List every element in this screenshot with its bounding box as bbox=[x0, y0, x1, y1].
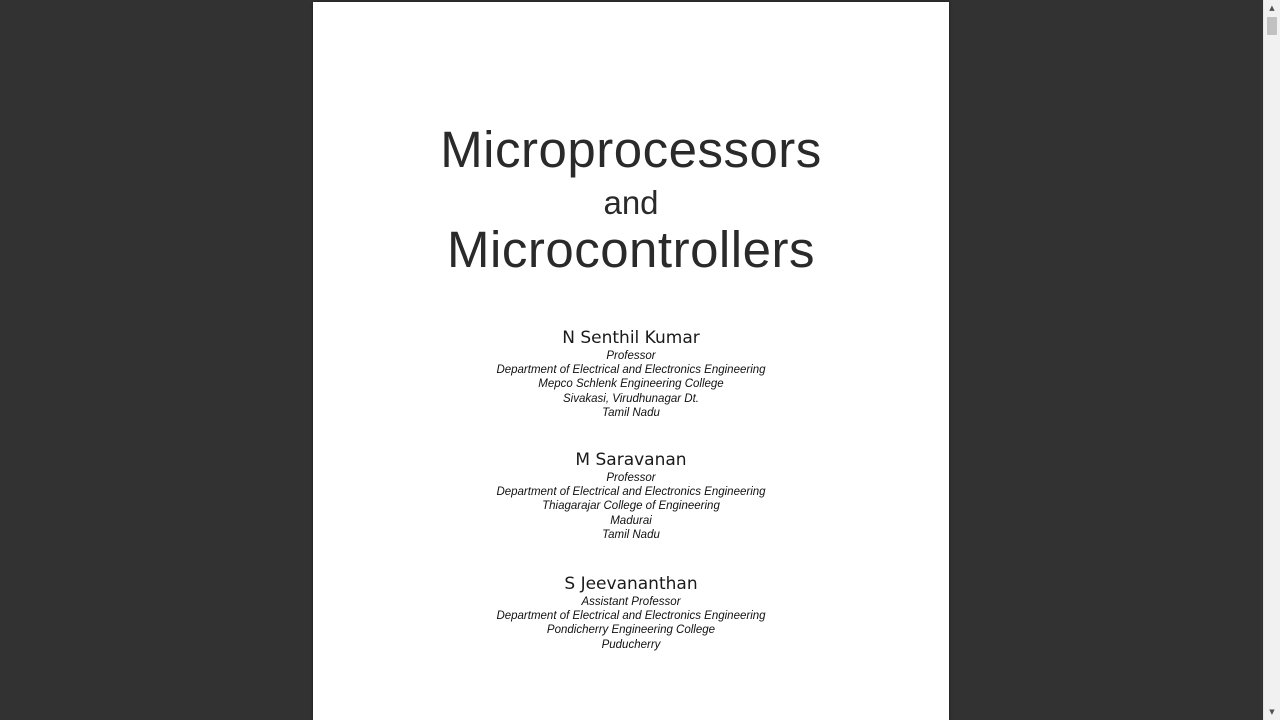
author-name: N Senthil Kumar bbox=[562, 328, 700, 348]
author-city: Sivakasi, Virudhunagar Dt. bbox=[563, 392, 699, 405]
scrollbar-thumb[interactable] bbox=[1267, 17, 1277, 35]
author-city: Madurai bbox=[610, 514, 652, 527]
author-state: Tamil Nadu bbox=[602, 406, 660, 419]
author-block-1 bbox=[313, 327, 949, 420]
author-state: Tamil Nadu bbox=[602, 528, 660, 541]
book-title-line-3: Microcontrollers bbox=[447, 221, 815, 278]
author-city: Puducherry bbox=[601, 638, 661, 651]
author-name: S Jeevananthan bbox=[564, 574, 698, 594]
vertical-scrollbar[interactable] bbox=[1263, 0, 1280, 720]
book-title-line-2: and bbox=[603, 184, 659, 221]
author-institution: Mepco Schlenk Engineering College bbox=[538, 378, 724, 391]
author-institution: Thiagarajar College of Engineering bbox=[542, 500, 720, 513]
author-department: Department of Electrical and Electronics Engineering bbox=[496, 486, 766, 499]
author-department: Department of Electrical and Electronics Engineering bbox=[496, 364, 766, 377]
author-position: Professor bbox=[606, 350, 656, 362]
book-title-line-1: Microprocessors bbox=[440, 121, 822, 178]
author-department: Department of Electrical and Electronics Engineering bbox=[496, 610, 766, 623]
author-position: Assistant Professor bbox=[581, 596, 681, 608]
author-name: M Saravanan bbox=[575, 450, 687, 470]
author-institution: Pondicherry Engineering College bbox=[546, 624, 716, 637]
author-block-2 bbox=[313, 449, 949, 542]
chevron-down-icon[interactable]: ▼ bbox=[1269, 708, 1275, 716]
author-position: Professor bbox=[606, 472, 656, 484]
author-block-3 bbox=[313, 573, 949, 652]
chevron-up-icon[interactable]: ▲ bbox=[1269, 4, 1275, 12]
document-page bbox=[313, 2, 949, 720]
